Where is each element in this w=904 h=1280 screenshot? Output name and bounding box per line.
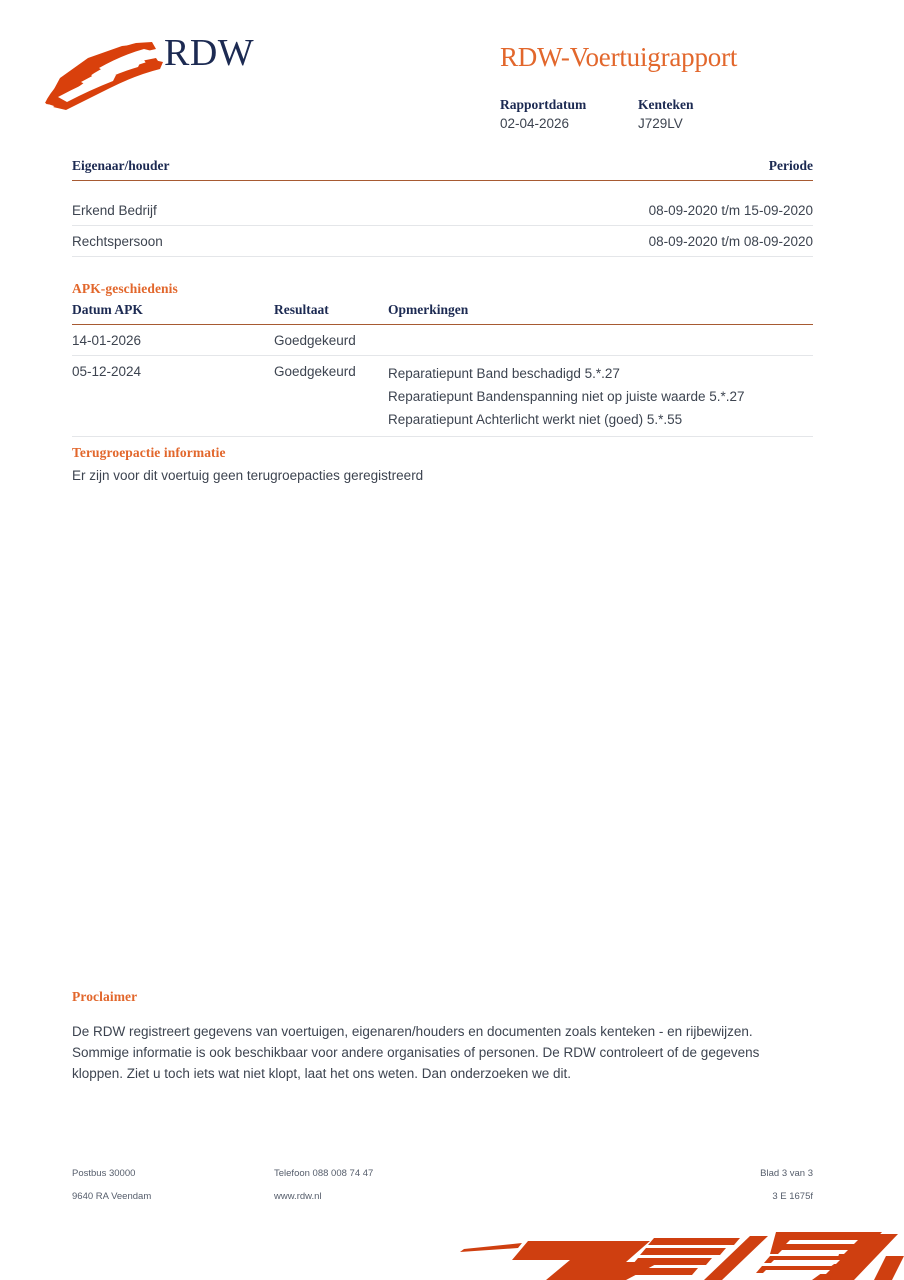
apk-remark-item: Reparatiepunt Band beschadigd 5.*.27 [388,366,620,381]
plate-label: Kenteken [638,97,694,112]
apk-history-title: APK-geschiedenis [72,281,178,296]
footer-postbox: Postbus 30000 [72,1168,136,1179]
disclaimer-line: kloppen. Ziet u toch iets wat niet klopt, laat het ons weten. Dan onderzoeken we dit. [72,1066,572,1081]
table-row [72,356,813,437]
report-date-label: Rapportdatum [500,97,587,112]
footer-phone: Telefoon 088 008 74 47 [274,1168,374,1179]
owner-column-header: Eigenaar/houder [72,158,492,181]
table-row [72,325,813,356]
disclaimer-line: Sommige informatie is ook beschikbaar voor andere organisaties of personen. De RDW controleert of de gegevens [72,1045,760,1060]
owner-section [72,158,813,257]
document-footer [72,1168,813,1214]
owner-name: Erkend Bedrijf [72,195,492,226]
apk-remarks-column-header: Opmerkingen [388,302,813,325]
apk-history-section [72,281,813,437]
apk-remarks [388,325,813,356]
footer-doc-code: 3 E 1675f [772,1191,813,1202]
plate-value: J729LV [638,116,683,131]
apk-date: 14-01-2026 [72,325,274,356]
owner-table-header-row [72,158,813,181]
footer-city: 9640 RA Veendam [72,1191,152,1202]
recall-title: Terugroepactie informatie [72,445,226,460]
apk-date-column-header: Datum APK [72,302,274,325]
rdw-feather-logo-icon [44,40,166,112]
apk-date: 05-12-2024 [72,356,274,437]
disclaimer-title: Proclaimer [72,989,138,1004]
apk-remark-item: Reparatiepunt Bandenspanning niet op juiste waarde 5.*.27 [388,389,745,404]
rdw-wordmark: RDW [164,32,255,74]
owner-period: 08-09-2020 t/m 08-09-2020 [492,226,813,257]
table-row [72,226,813,257]
owner-table-spacer [72,181,813,196]
recall-section [72,445,813,486]
document-header [0,0,904,150]
disclaimer-body [72,1021,813,1084]
footer-row-1 [72,1168,813,1191]
owner-table [72,158,813,257]
period-column-header: Periode [492,158,813,181]
report-meta [500,96,776,134]
rdw-footer-graphic-icon [450,1212,904,1280]
rdw-logo [44,32,294,122]
footer-row-2 [72,1191,813,1214]
apk-remarks [388,356,813,437]
apk-result: Goedgekeurd [274,325,388,356]
plate-block [638,96,776,114]
owner-period: 08-09-2020 t/m 15-09-2020 [492,195,813,226]
disclaimer-section [72,989,813,1084]
apk-remark-item: Reparatiepunt Achterlicht werkt niet (goed) 5.*.55 [388,412,683,427]
page-title: RDW-Voertuigrapport [500,42,738,72]
report-date-value: 02-04-2026 [500,116,570,131]
table-row [72,195,813,226]
owner-name: Rechtspersoon [72,226,492,257]
disclaimer-line: De RDW registreert gegevens van voertuigen, eigenaren/houders en documenten zoals kenteken - en rijbewijzen. [72,1024,753,1039]
apk-table-header-row [72,302,813,325]
apk-history-table [72,302,813,437]
recall-text: Er zijn voor dit voertuig geen terugroepacties geregistreerd [72,468,424,483]
apk-result: Goedgekeurd [274,356,388,437]
footer-website[interactable]: www.rdw.nl [274,1191,322,1202]
footer-page-info: Blad 3 van 3 [760,1168,813,1179]
apk-result-column-header: Resultaat [274,302,388,325]
report-date-block [500,96,638,114]
